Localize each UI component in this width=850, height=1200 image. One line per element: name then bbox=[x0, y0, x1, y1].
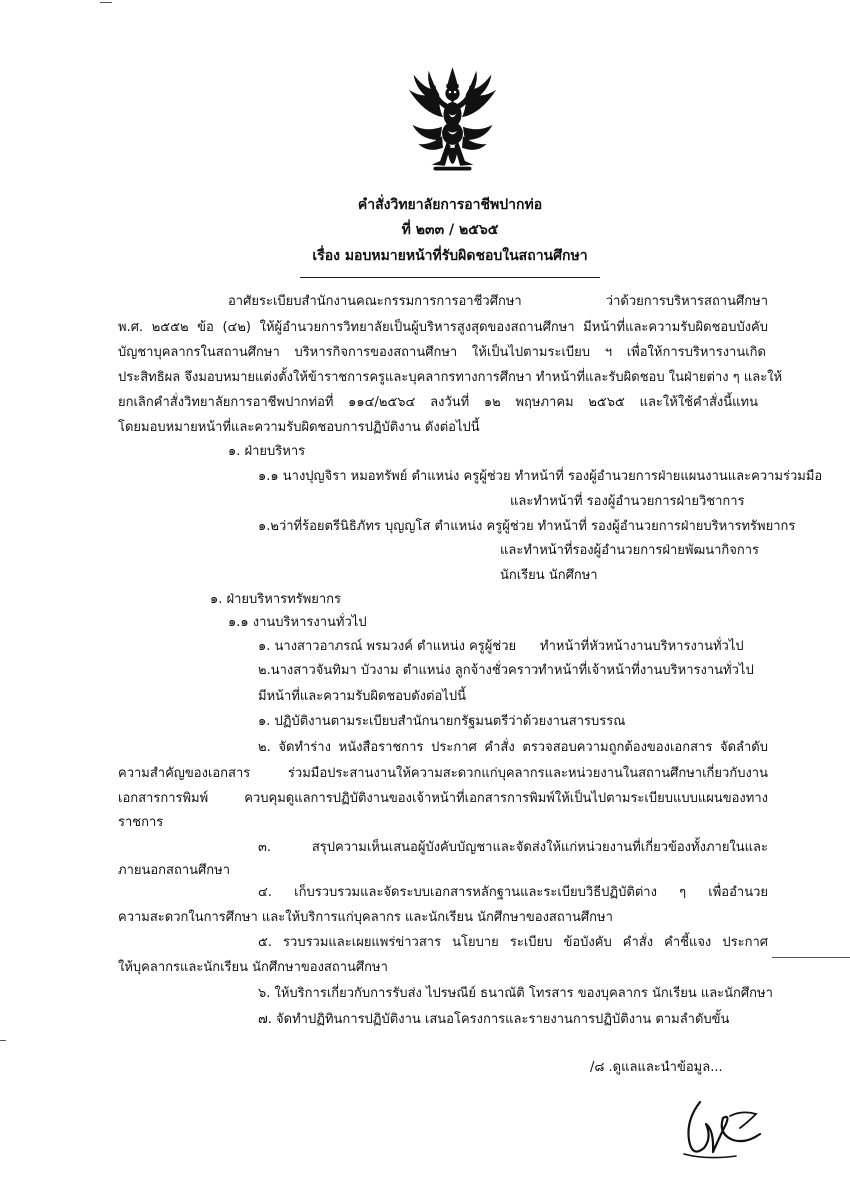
duty-line: ราชการ bbox=[118, 815, 164, 830]
preamble-line: พ.ศ. ๒๕๕๒ ข้อ (๔๒) ให้ผู้อำนวยการวิทยาลัยเป็นผู้บริหารสูงสุดของสถานศึกษา มีหน้าที่และความรับผิดชอบบังคับ bbox=[118, 320, 768, 335]
assignment-line: นักเรียน นักศึกษา bbox=[500, 568, 598, 583]
duty-line: ความสะดวกในการศึกษา และให้บริการแก่บุคลากร และนักเรียน นักศึกษาของสถานศึกษา bbox=[118, 910, 613, 925]
staff-person: ๑. นางสาวอาภรณ์ พรมวงค์ ตำแหน่ง ครูผู้ช่วย bbox=[258, 639, 517, 654]
preamble-line: ยกเลิกคำสั่งวิทยาลัยการอาชีพปากท่อที่ ๑๑๔/๒๕๖๔ ลงวันที่ ๑๒ พฤษภาคม ๒๕๖๕ และให้ใช้คำสั่งนี้แทน bbox=[118, 395, 758, 410]
garuda-emblem bbox=[405, 66, 500, 180]
duties-intro: มีหน้าที่และความรับผิดชอบดังต่อไปนี้ bbox=[258, 689, 466, 704]
preamble-line: ประสิทธิผล จึงมอบหมายแต่งตั้งให้ข้าราชการครูและบุคลากรทางการศึกษา ทำหน้าที่และรับผิดชอบ ในฝ่ายต่าง ๆ และให้ bbox=[118, 370, 783, 385]
duty-line: ๒. จัดทำร่าง หนังสือราชการ ประกาศ คำสั่ง ตรวจสอบความถูกต้องของเอกสาร จัดลำดับ bbox=[258, 740, 768, 755]
order-title: คำสั่งวิทยาลัยการอาชีพปากท่อ bbox=[357, 197, 543, 213]
scan-artifact-mark bbox=[0, 1040, 6, 1041]
duty-line: ความสำคัญของเอกสาร ร่วมมือประสานงานให้ความสะดวกแก่บุคลากรและหน่วยงานในสถานศึกษาเกี่ยวกับงาน bbox=[118, 766, 768, 781]
duty-line: ๑. ปฏิบัติงานตามระเบียบสำนักนายกรัฐมนตรีว่าด้วยงานสารบรรณ bbox=[258, 714, 626, 729]
staff-duty: ทำหน้าที่เจ้าหน้าที่งานบริหารงานทั่วไป bbox=[538, 663, 754, 678]
scan-artifact-mark bbox=[100, 2, 112, 3]
order-number: ที่ ๒๓๓ / ๒๕๖๕ bbox=[401, 222, 499, 238]
section-heading: ๑. ฝ่ายบริหาร bbox=[228, 444, 306, 459]
handwritten-signature bbox=[676, 1094, 768, 1166]
assignment-line: ๑.๑ นางปุญจิรา หมอทรัพย์ ตำแหน่ง ครูผู้ช่วย ทำหน้าที่ รองผู้อำนวยการฝ่ายแผนงานและความร่วมมือ bbox=[258, 469, 823, 484]
duty-line: ภายนอกสถานศึกษา bbox=[118, 863, 231, 878]
duty-line: ๓. สรุปความเห็นเสนอผู้บังคับบัญชาและจัดส่งให้แก่หน่วยงานที่เกี่ยวข้องทั้งภายในและ bbox=[258, 840, 768, 855]
duty-line: ๖. ให้บริการเกี่ยวกับการรับส่ง ไปรษณีย์ ธนาณัติ โทรสาร ของบุคลากร นักเรียน และนักศึกษา bbox=[258, 986, 773, 1001]
staff-duty: ทำหน้าที่หัวหน้างานบริหารงานทั่วไป bbox=[540, 639, 744, 654]
preamble-line: โดยมอบหมายหน้าที่และความรับผิดชอบการปฏิบัติงาน ดังต่อไปนี้ bbox=[118, 420, 480, 435]
duty-line: เอกสารการพิมพ์ ควบคุมดูแลการปฏิบัติงานของเจ้าหน้าที่เอกสารการพิมพ์ให้เป็นไปตามระเบียบแบบแผนของทาง bbox=[118, 791, 768, 806]
staff-person: ๒.นางสาวจันทิมา บัวงาม ตำแหน่ง ลูกจ้างชั่วคราว bbox=[258, 663, 539, 678]
assignment-line: และทำหน้าที่รองผู้อำนวยการฝ่ายพัฒนากิจการ bbox=[500, 543, 760, 558]
scan-artifact-line bbox=[772, 957, 850, 958]
continuation-note: /๘ .ดูแลและนำข้อมูล... bbox=[590, 1060, 723, 1075]
duty-line: ๔. เก็บรวบรวมและจัดระบบเอกสารหลักฐานและระเบียบวิธีปฏิบัติต่าง ๆ เพื่ออำนวย bbox=[258, 885, 768, 900]
header-divider bbox=[300, 277, 600, 278]
assignment-line: ๑.๒ว่าที่ร้อยตรีนิธิภัทร บุญญโส ตำแหน่ง ครูผู้ช่วย ทำหน้าที่ รองผู้อำนวยการฝ่ายบริหารทรัพยากร bbox=[258, 519, 796, 534]
duty-line: ๕. รวบรวมและเผยแพร่ข่าวสาร นโยบาย ระเบียบ ข้อบังคับ คำสั่ง คำชี้แจง ประกาศ bbox=[258, 935, 768, 950]
order-subject: เรื่อง มอบหมายหน้าที่รับผิดชอบในสถานศึกษา bbox=[312, 248, 588, 264]
assignment-line: และทำหน้าที่ รองผู้อำนวยการฝ่ายวิชาการ bbox=[510, 494, 745, 509]
duty-line: ๗. จัดทำปฏิทินการปฏิบัติงาน เสนอโครงการและรายงานการปฏิบัติงาน ตามลำดับขั้น bbox=[258, 1012, 730, 1027]
preamble-line: บัญชาบุคลากรในสถานศึกษา บริหารกิจการของสถานศึกษา ให้เป็นไปตามระเบียบ ฯ เพื่อให้การบริหารงานเกิด bbox=[118, 345, 766, 360]
preamble-line: อาศัยระเบียบสำนักงานคณะกรรมการการอาชีวศึกษา ว่าด้วยการบริหารสถานศึกษา bbox=[228, 294, 768, 309]
section-heading: ๑. ฝ่ายบริหารทรัพยากร bbox=[210, 592, 342, 607]
duty-line: ให้บุคลากรและนักเรียน นักศึกษาของสถานศึกษา bbox=[118, 960, 388, 975]
subsection-heading: ๑.๑ งานบริหารงานทั่วไป bbox=[228, 615, 367, 630]
